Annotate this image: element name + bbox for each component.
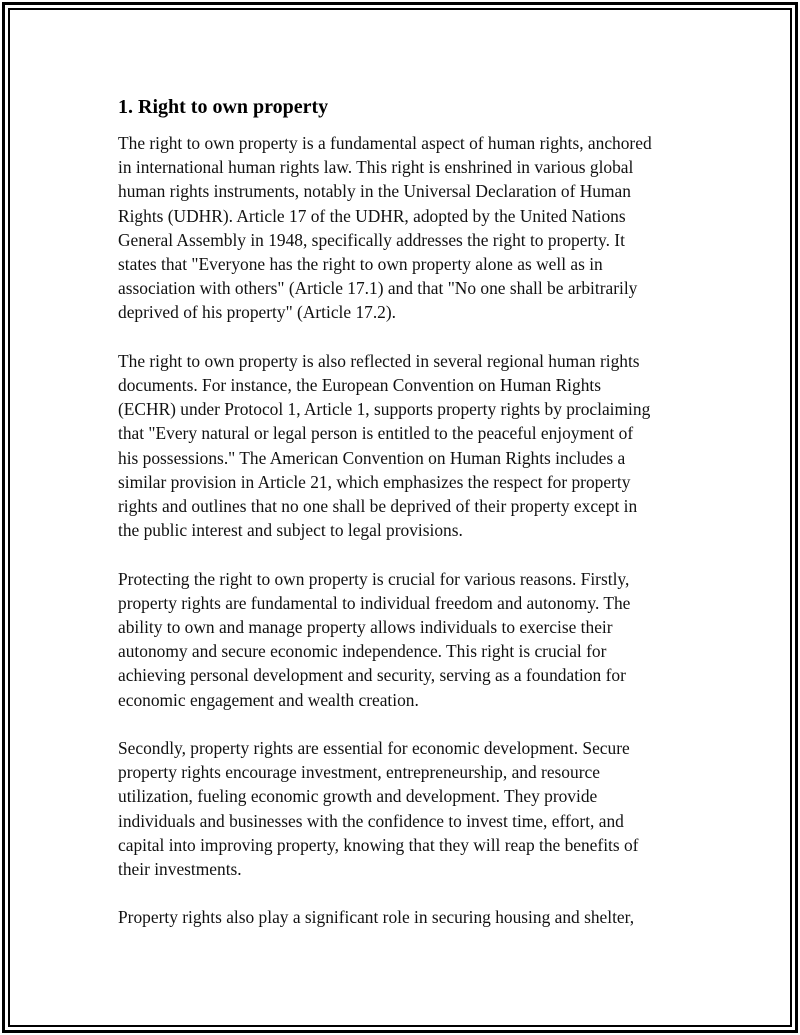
paragraph-4: Secondly, property rights are essential for economic development. Secure property rights encourage investment, entrepreneurship, and resource utilization, fueling economic growth and development. They provide individuals and businesses with the confidence to invest time, effort, and capital into improving property, knowing that they will reap the benefits of their investments. [118,738,639,880]
paragraph-5: Property rights also play a significant role in securing housing and shelter, [118,907,635,928]
section-heading: 1. Right to own property [118,96,329,118]
paragraph-2: The right to own property is also reflected in several regional human rights documents. For instance, the European Convention on Human Rights (ECHR) under Protocol 1, Article 1, supports property rights by proclaiming that "Every natural or legal person is entitled to the peaceful enjoyment of his possessions." The American Convention on Human Rights includes a similar provision in Article 21, which emphasizes the respect for property rights and outlines that no one shall be deprived of their property except in the public interest and subject to legal provisions. [118,350,651,541]
paragraph-3: Protecting the right to own property is crucial for various reasons. Firstly, property rights are fundamental to individual freedom and autonomy. The ability to own and manage property allows individuals to exercise their autonomy and secure economic independence. This right is crucial for achieving personal development and security, serving as a foundation for economic engagement and wealth creation. [118,568,631,710]
document-body [118,93,698,954]
paragraph-1: The right to own property is a fundamental aspect of human rights, anchored in international human rights law. This right is enshrined in various global human rights instruments, notably in the Universal Declaration of Human Rights (UDHR). Article 17 of the UDHR, adopted by the United Nations General Assembly in 1948, specifically addresses the right to property. It states that "Everyone has the right to own property alone as well as in association with others" (Article 17.1) and that "No one shall be arbitrarily deprived of his property" (Article 17.2). [118,133,652,323]
